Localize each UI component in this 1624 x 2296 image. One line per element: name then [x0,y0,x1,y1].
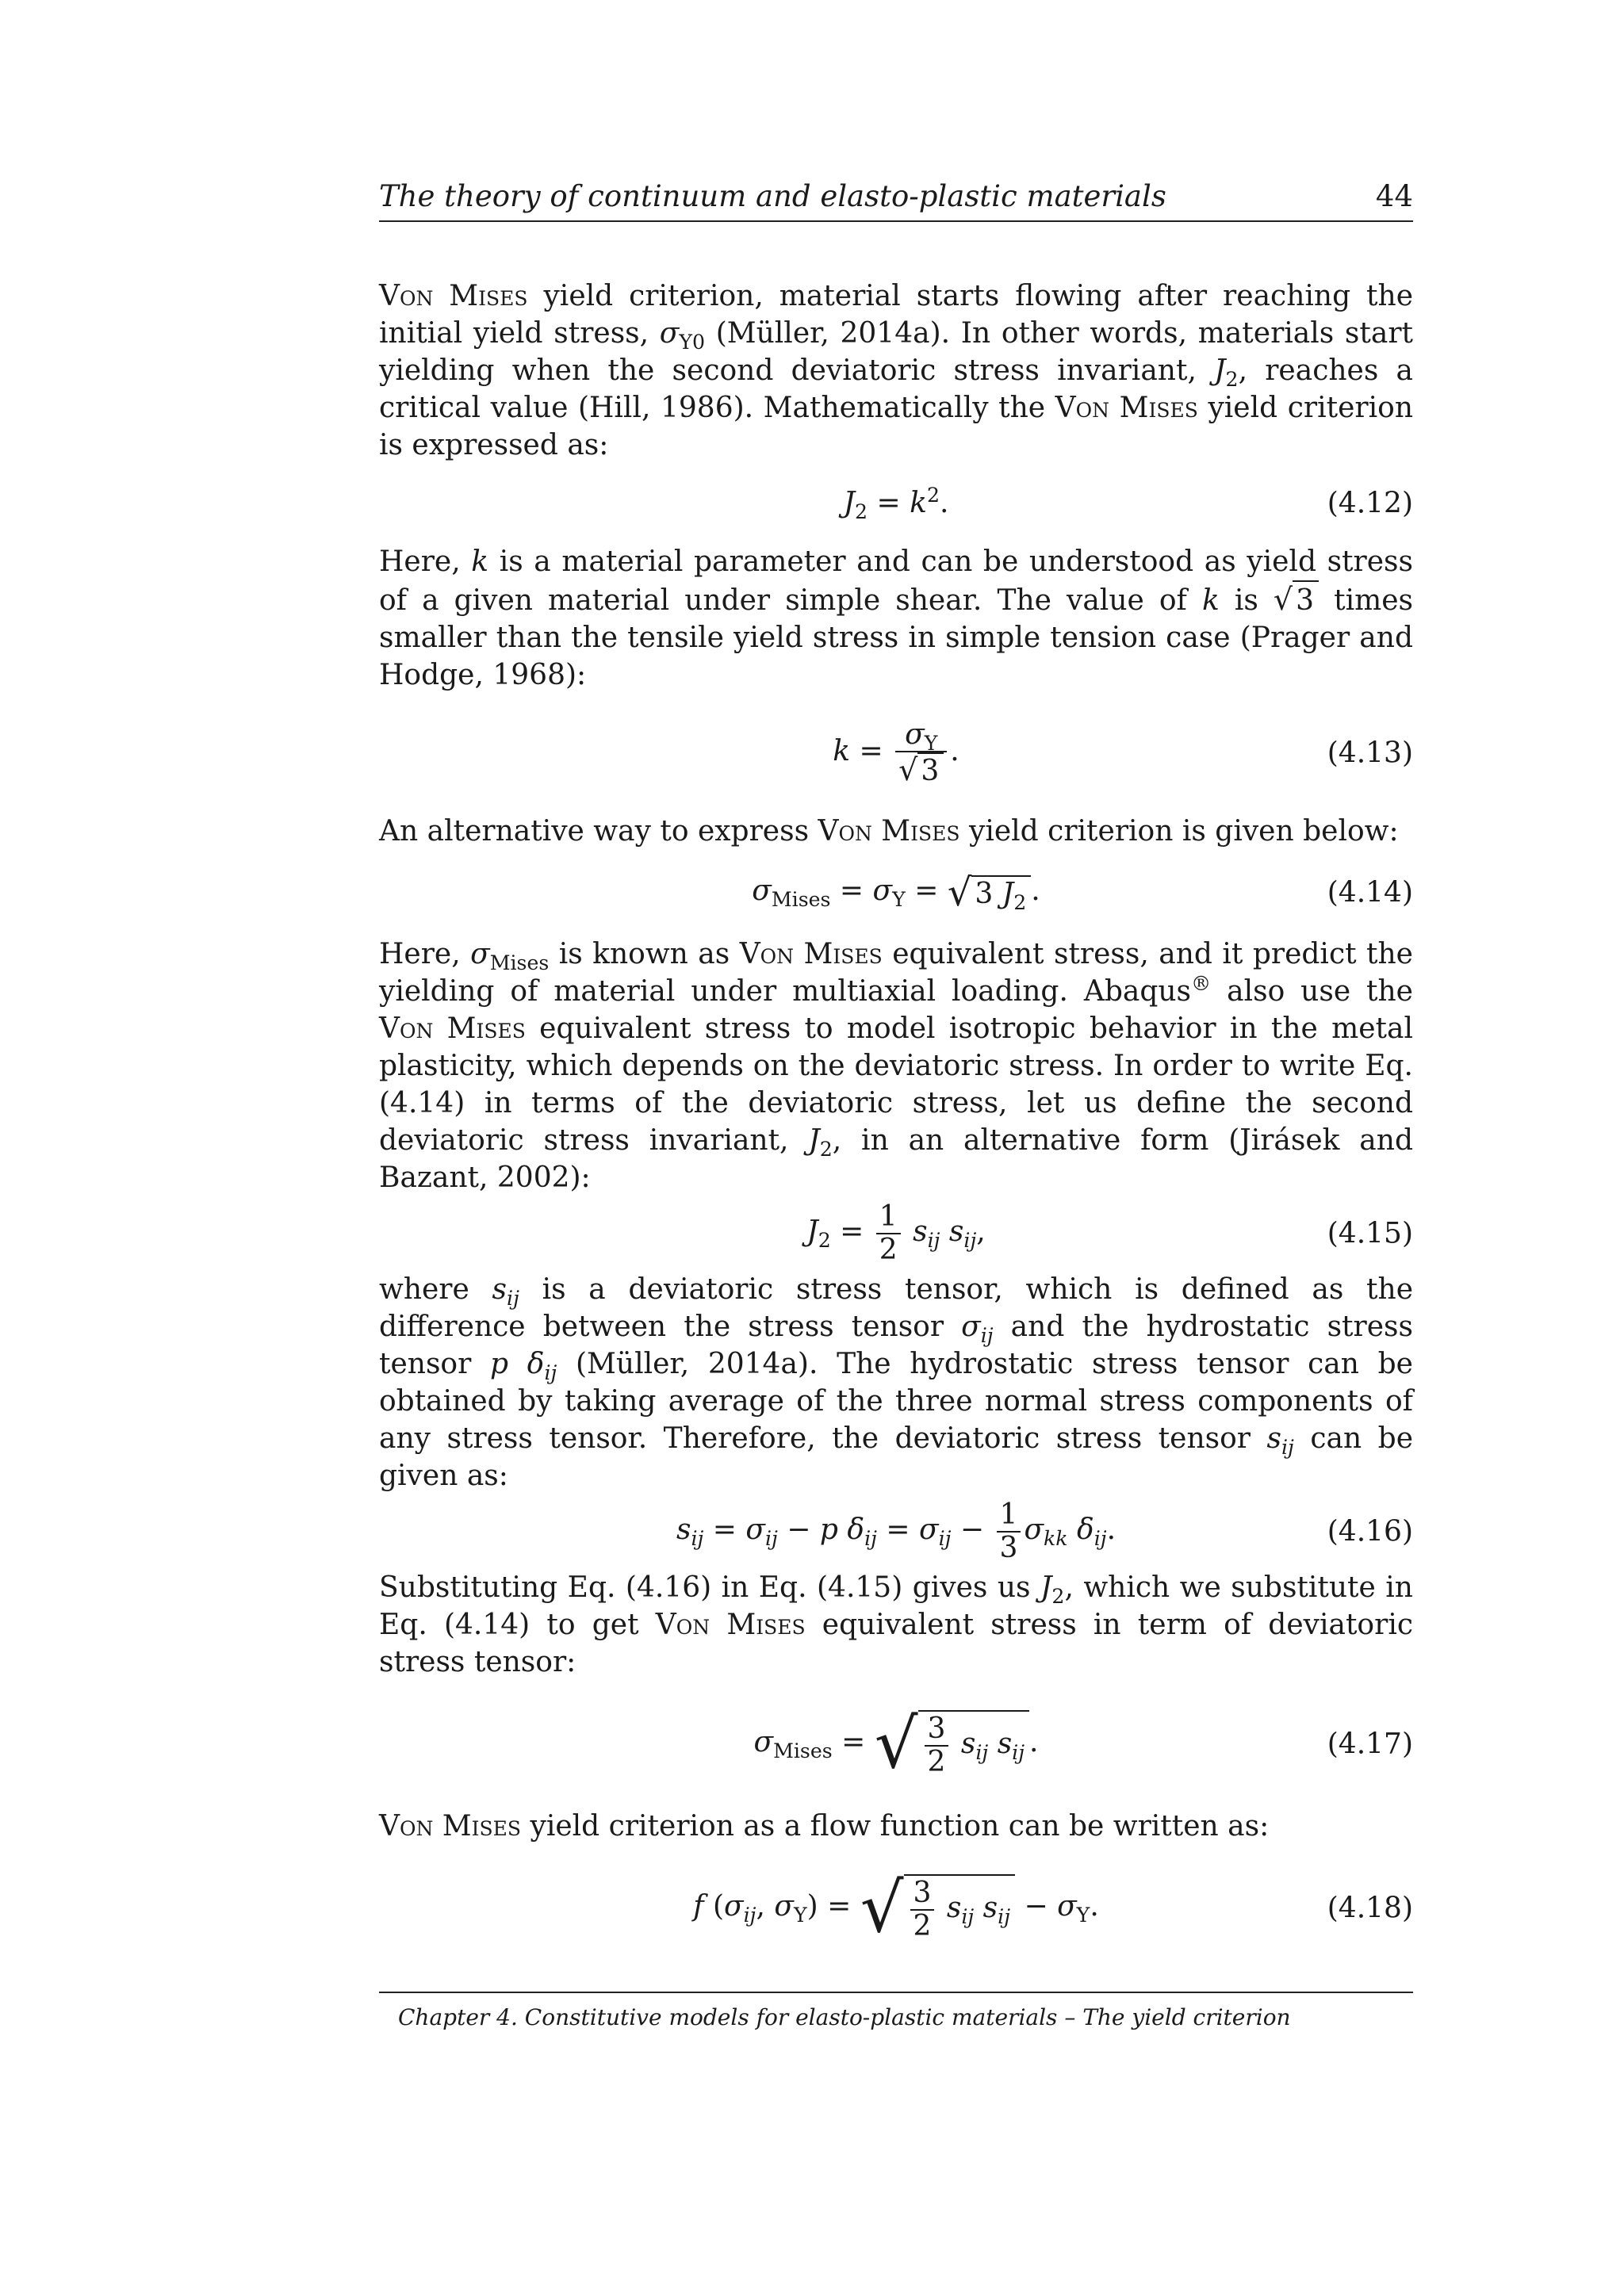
text-span: Substituting Eq. (4.16) in Eq. (4.15) gives us [379,1571,1040,1604]
math-punctuation: , [756,1890,775,1923]
math-subscript: ij [691,1527,704,1551]
math-symbol: σ [745,1513,765,1546]
math-subscript: Y [793,1904,807,1927]
math-symbol: σ [774,1890,794,1923]
math-subscript: 2 [819,1138,833,1161]
math-subscript: 2 [1225,368,1239,392]
equation-body [379,871,1413,915]
math-symbol: σ [905,718,925,751]
equation-number: (4.17) [1327,1728,1413,1761]
equation-number: (4.15) [1327,1217,1413,1250]
equation-4-14 [379,850,1413,936]
text-span: also use the [1211,975,1413,1008]
math-symbol: k [1201,584,1220,617]
math-operator: = [850,735,893,767]
equation-number: (4.12) [1327,487,1413,520]
math-punctuation: . [1106,1513,1116,1546]
equation-body [379,1705,1413,1784]
square-root [947,871,1031,915]
text-span: , reaches a critical value (Hill, 1986). Mathematically the [379,354,1413,424]
math-symbol: σ [1057,1890,1077,1923]
math-subscript: Mises [771,888,831,912]
text-span: Here, [379,545,472,578]
equation-4-18 [379,1845,1413,1972]
fraction [925,1713,949,1778]
registered-mark: ® [1191,972,1212,995]
radical-sign: √ [874,1705,918,1784]
equation-body [379,1201,1413,1266]
von-mises-name: Von Mises [379,1810,522,1843]
math-subscript: ij [938,1527,952,1551]
running-header [379,179,1413,222]
text-span: (Müller, 2014a). The hydrostatic stress tensor can be obtained by taking average of the three normal stress components of any stress tensor. Therefore, the deviatoric stress tensor [379,1348,1413,1455]
paragraph-6 [379,1569,1413,1681]
paragraph-7 [379,1808,1413,1845]
math-subscript: 2 [855,500,868,524]
von-mises-name: Von Mises [379,280,528,312]
fraction [997,1499,1021,1564]
math-subscript: ij [1094,1527,1107,1551]
equation-4-13 [379,694,1413,813]
math-subscript: ij [961,1905,975,1929]
equation-number: (4.13) [1327,737,1413,770]
math-symbol: J [1214,354,1226,387]
radical-sign: √ [898,752,918,787]
math-operator: = [830,874,873,907]
von-mises-name: Von Mises [818,815,960,848]
math-symbol: σ [961,1311,981,1343]
math-subscript: 2 [1051,1585,1065,1609]
math-punctuation: . [1090,1890,1099,1923]
text-span: is known as [549,938,740,970]
math-subscript: Y [892,888,906,912]
math-subscript: kk [1044,1527,1068,1551]
fraction-denominator: 2 [913,1910,932,1942]
text-span: can be given as: [379,1422,1414,1492]
math-operator: − [1015,1890,1058,1923]
text-span: (Müller, 2014a). In other words, materials start yielding when the second deviatoric stress invariant, [379,317,1414,387]
math-number: 3 [975,878,1002,910]
math-subscript: Mises [773,1739,833,1763]
math-subscript: ij [980,1324,994,1348]
math-subscript: ij [743,1904,756,1927]
math-subscript: ij [764,1527,778,1551]
math-subscript: ij [864,1527,877,1551]
math-subscript: Y0 [679,331,706,354]
fraction-denominator: 2 [879,1234,898,1266]
math-subscript: Y [924,732,938,756]
math-symbol: J [1002,878,1014,910]
radicand [904,1874,1016,1942]
equation-number: (4.16) [1327,1515,1413,1548]
paragraph-2 [379,543,1413,694]
math-subscript: ij [544,1361,557,1385]
math-symbol: σ [752,874,772,907]
fraction [876,1201,901,1266]
fraction-numerator: 1 [876,1201,901,1234]
radicand: 3 [917,752,944,787]
math-symbol: s [988,1728,1013,1760]
radical-sign: √ [947,871,972,915]
text-span: yield criterion is expressed as: [379,392,1413,461]
math-punctuation: , [976,1215,986,1248]
math-punctuation: . [939,487,949,519]
math-subscript: Y [1076,1904,1090,1927]
text-span: is [1219,584,1274,617]
equation-body [379,1869,1413,1948]
math-punctuation: . [950,735,959,767]
math-symbol: σ [1024,1513,1044,1546]
math-symbol: s [937,1892,962,1924]
fraction [910,1877,935,1942]
equation-4-16 [379,1494,1413,1569]
math-symbol: J [1040,1571,1052,1604]
text-span: yield criterion as a flow function can be written as: [521,1810,1270,1843]
math-punctuation: . [1029,1726,1039,1758]
math-symbol: p δ [490,1348,545,1380]
math-symbol: s [952,1728,976,1760]
equation-4-17 [379,1681,1413,1808]
math-subscript: ij [1012,1741,1025,1765]
math-operator: = [818,1890,860,1923]
running-footer-text: Chapter 4. Constitutive models for elasto-plastic materials – The yield criterion [398,2004,1291,2030]
radical-sign: √ [860,1869,904,1948]
von-mises-name: Von Mises [655,1609,806,1641]
math-symbol: k [833,735,851,767]
math-punctuation: ) [806,1890,818,1923]
text-span: where [379,1273,492,1306]
math-punctuation: ( [703,1890,725,1923]
fraction-denominator: 2 [927,1746,946,1778]
math-symbol: δ [1067,1513,1094,1546]
math-operator: = [703,1513,746,1546]
paragraph-1 [379,277,1413,464]
math-symbol: J [808,1124,820,1157]
equation-body [379,484,1413,524]
text-span: Here, [379,938,471,970]
equation-4-15 [379,1196,1413,1271]
paragraph-5 [379,1271,1413,1494]
math-symbol: J [843,487,856,519]
math-subscript: ij [927,1229,940,1253]
math-symbol: σ [724,1890,744,1923]
math-subscript: ij [963,1229,977,1253]
math-symbol: f [693,1890,704,1923]
fraction-denominator: 3 [999,1532,1018,1564]
math-operator: = [905,874,948,907]
math-symbol: s [492,1273,508,1306]
radicand [971,875,1031,915]
equation-number: (4.14) [1327,876,1413,909]
math-subscript: Mises [489,951,550,975]
equation-4-12 [379,464,1413,543]
math-symbol: k [910,487,927,519]
square-root [874,1705,1029,1784]
fraction-numerator: 3 [910,1877,935,1911]
text-span: equivalent stress, and it predict the yielding of material under multiaxial loading. Abaqus [379,938,1413,1008]
math-operator: = [868,487,910,519]
text-span: and the hydrostatic stress tensor [379,1311,1413,1380]
square-root [860,1869,1015,1948]
math-symbol: σ [659,317,680,350]
math-operator: = [876,1513,920,1546]
von-mises-name: Von Mises [379,1012,526,1045]
math-subscript: ij [1281,1436,1294,1460]
text-span: , which we substitute in Eq. (4.14) to get [379,1571,1413,1641]
math-operator: − [777,1513,820,1546]
math-subscript: 2 [1013,891,1027,915]
math-operator: = [832,1726,875,1758]
math-symbol: s [940,1215,964,1248]
fraction-numerator [895,718,947,756]
math-symbol: s [676,1513,691,1546]
fraction-denominator [895,752,947,787]
math-subscript: ij [975,1741,989,1765]
math-symbol: p δ [819,1513,865,1546]
math-operator: − [951,1513,994,1546]
text-span: is a material parameter and can be understood as yield stress of a given material under simple shear. The value of [379,545,1413,617]
paragraph-4 [379,936,1413,1196]
math-subscript: ij [998,1905,1011,1929]
text-span: , in an alternative form (Jirásek and Bazant, 2002): [379,1124,1413,1194]
math-symbol: σ [470,938,490,970]
math-symbol: s [1266,1422,1281,1455]
math-symbol: k [471,545,489,578]
radical-sign: √ [1273,582,1293,617]
math-symbol: σ [919,1513,939,1546]
text-span: times smaller than the tensile yield stress in simple tension case (Prager and Hodge, 1968): [379,584,1413,691]
text-span: is a deviatoric stress tensor, which is defined as the difference between the stress tensor [379,1273,1413,1343]
fraction-numerator: 3 [925,1713,949,1747]
math-symbol: s [974,1892,998,1924]
fraction [895,719,947,787]
radicand: 3 [1293,580,1319,619]
von-mises-name: Von Mises [1055,392,1198,424]
running-header-title: The theory of continuum and elasto-plastic materials [379,179,1166,213]
text-span: yield criterion, material starts flowing after reaching the initial yield stress, [379,280,1413,350]
math-superscript: 2 [926,484,940,507]
page-number: 44 [1375,179,1413,213]
math-punctuation: . [1031,874,1040,907]
math-symbol: σ [872,874,893,907]
radicand [918,1710,1030,1778]
text-span: equivalent stress to model isotropic behavior in the metal plasticity, which depends on the deviatoric stress. In order to write Eq. (4.14) in terms of the deviatoric stress, let us define the second deviatoric stress invariant, [379,1012,1413,1157]
math-symbol: s [903,1215,928,1248]
equation-body [379,719,1413,787]
equation-number: (4.18) [1327,1892,1413,1925]
math-symbol: σ [753,1726,774,1758]
square-root [898,752,944,787]
text-span: An alternative way to express [379,815,818,848]
math-symbol: J [806,1215,818,1248]
fraction-numerator: 1 [997,1499,1021,1533]
math-subscript: 2 [818,1229,831,1253]
inline-square-root [1274,580,1319,619]
math-subscript: ij [507,1287,519,1311]
main-text [379,277,1413,1972]
paragraph-3 [379,813,1413,850]
running-footer [379,1992,1413,2030]
math-operator: = [830,1215,873,1248]
equation-body [379,1499,1413,1564]
von-mises-name: Von Mises [739,938,883,970]
text-span: equivalent stress in term of deviatoric stress tensor: [379,1609,1413,1678]
text-span: yield criterion is given below: [959,815,1399,848]
